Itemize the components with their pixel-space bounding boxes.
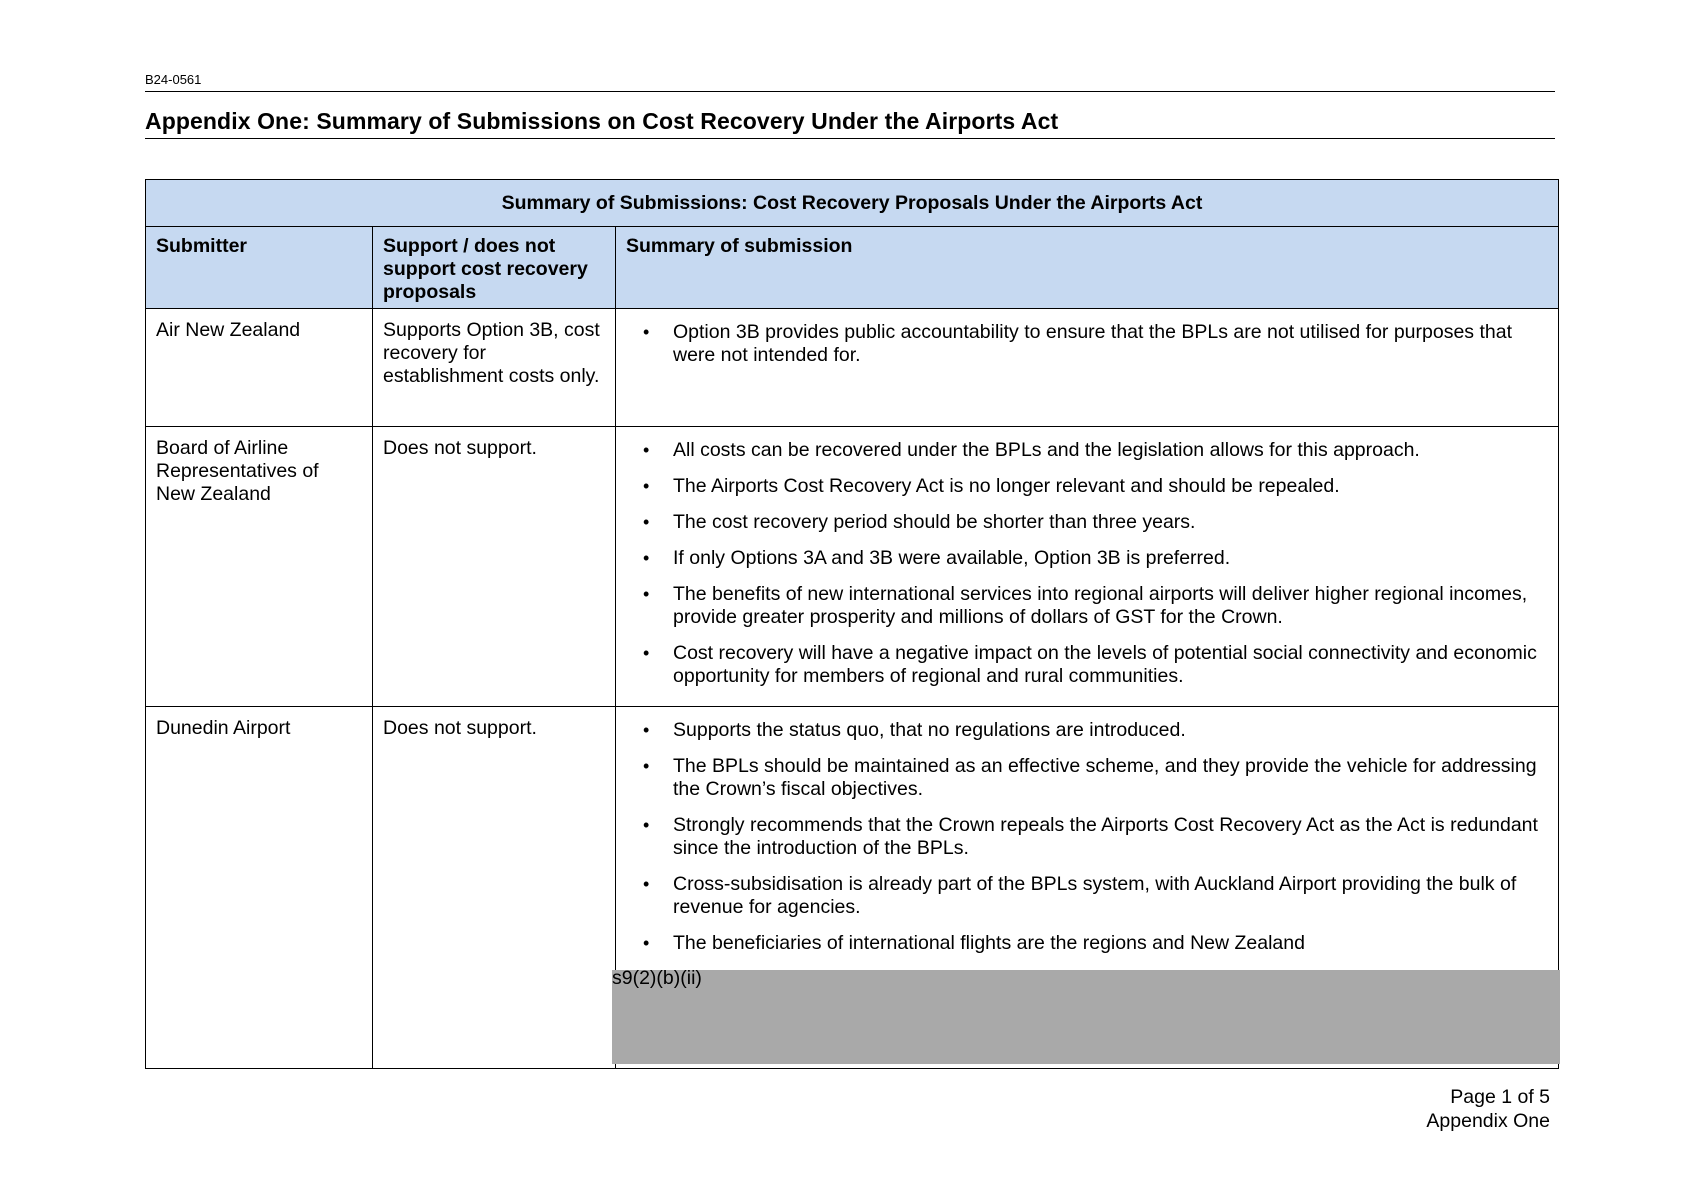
support-cell: Does not support.	[373, 427, 616, 707]
header-support: Support / does not support cost recovery proposals	[373, 227, 616, 309]
list-item	[626, 321, 1548, 367]
list-item-text: Supports the status quo, that no regulations are introduced.	[673, 719, 1186, 741]
list-item	[626, 642, 1548, 688]
summary-list	[626, 437, 1548, 688]
list-item-text: The benefits of new international services into regional airports will deliver higher regional incomes, provide greater prosperity and millions of dollars of GST for the Crown.	[673, 583, 1528, 628]
bullet-icon: •	[643, 584, 650, 604]
title-underline	[145, 138, 1555, 139]
summary-list	[626, 319, 1548, 367]
support-cell: Does not support.	[373, 707, 616, 1069]
submitter-cell: Air New Zealand	[146, 309, 373, 427]
submitter-cell: Dunedin Airport	[146, 707, 373, 1069]
list-item	[626, 719, 1548, 742]
footer-section: Appendix One	[1426, 1110, 1550, 1132]
list-item	[626, 873, 1548, 919]
bullet-icon: •	[643, 440, 650, 460]
list-item	[626, 547, 1548, 570]
summary-cell	[616, 427, 1559, 707]
bullet-icon: •	[643, 476, 650, 496]
redaction-label: s9(2)(b)(ii)	[612, 967, 702, 989]
list-item-text: Strongly recommends that the Crown repeals the Airports Cost Recovery Act as the Act is redundant since the introduction of the BPLs.	[673, 814, 1538, 859]
list-item	[626, 814, 1548, 860]
bullet-icon: •	[643, 512, 650, 532]
list-item-text: If only Options 3A and 3B were available, Option 3B is preferred.	[673, 547, 1231, 569]
document-reference: B24-0561	[145, 72, 202, 87]
list-item	[626, 475, 1548, 498]
bullet-icon: •	[643, 720, 650, 740]
bullet-icon: •	[643, 643, 650, 663]
header-rule	[145, 91, 1555, 92]
summary-list	[626, 717, 1548, 955]
bullet-icon: •	[643, 874, 650, 894]
list-item-text: The Airports Cost Recovery Act is no longer relevant and should be repealed.	[673, 475, 1340, 497]
bullet-icon: •	[643, 548, 650, 568]
list-item-text: The BPLs should be maintained as an effective scheme, and they provide the vehicle for addressing the Crown’s fiscal objectives.	[673, 755, 1537, 800]
page-title: Appendix One: Summary of Submissions on Cost Recovery Under the Airports Act	[145, 108, 1059, 134]
submissions-table	[145, 179, 1559, 1069]
table-row	[146, 309, 1559, 427]
list-item	[626, 755, 1548, 801]
list-item-text: Cost recovery will have a negative impact on the levels of potential social connectivity and economic opportunity for members of regional and rural communities.	[673, 642, 1537, 687]
table-header-row	[146, 227, 1559, 309]
bullet-icon: •	[643, 933, 650, 953]
page-footer	[1426, 1085, 1550, 1133]
list-item-text: Cross-subsidisation is already part of the BPLs system, with Auckland Airport providing the bulk of revenue for agencies.	[673, 873, 1517, 918]
page-number: Page 1 of 5	[1450, 1086, 1550, 1108]
list-item-text: The beneficiaries of international flights are the regions and New Zealand	[673, 932, 1305, 954]
submitter-cell: Board of Airline Representatives of New Zealand	[146, 427, 373, 707]
bullet-icon: •	[643, 756, 650, 776]
redaction-block	[612, 970, 1560, 1064]
list-item-text: All costs can be recovered under the BPLs and the legislation allows for this approach.	[673, 439, 1420, 461]
header-summary: Summary of submission	[616, 227, 1559, 309]
list-item	[626, 583, 1548, 629]
table-banner: Summary of Submissions: Cost Recovery Proposals Under the Airports Act	[146, 180, 1559, 227]
list-item	[626, 511, 1548, 534]
list-item	[626, 439, 1548, 462]
list-item-text: The cost recovery period should be shorter than three years.	[673, 511, 1196, 533]
bullet-icon: •	[643, 322, 650, 342]
support-cell: Supports Option 3B, cost recovery for establishment costs only.	[373, 309, 616, 427]
summary-cell	[616, 309, 1559, 427]
list-item	[626, 932, 1548, 955]
table-row	[146, 427, 1559, 707]
list-item-text: Option 3B provides public accountability to ensure that the BPLs are not utilised for purposes that were not intended for.	[673, 321, 1512, 366]
header-submitter: Submitter	[146, 227, 373, 309]
bullet-icon: •	[643, 815, 650, 835]
